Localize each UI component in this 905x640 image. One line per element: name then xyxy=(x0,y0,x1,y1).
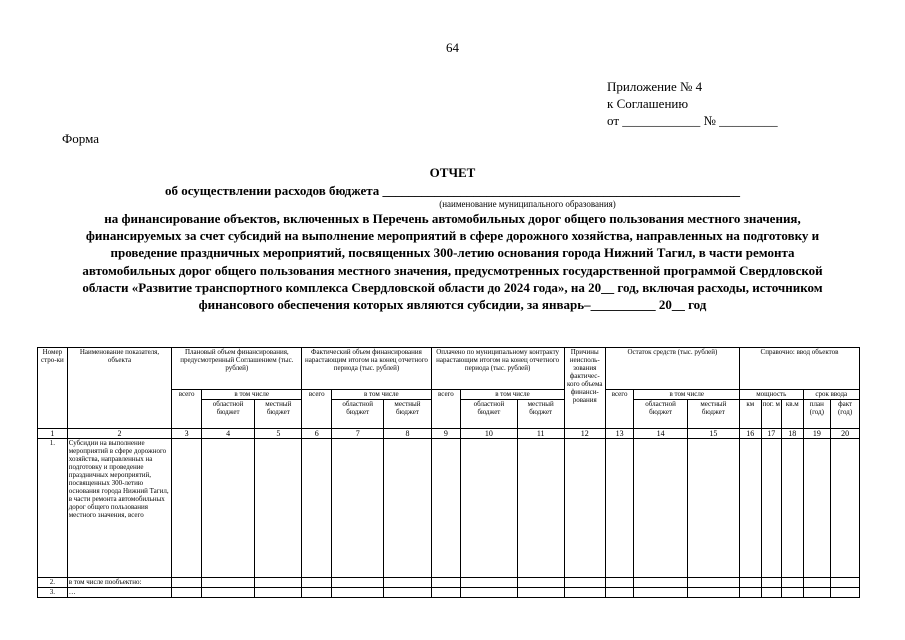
table-row xyxy=(38,588,860,598)
header-including: в том числе xyxy=(332,390,431,400)
header-km: км xyxy=(740,400,762,429)
page-number: 64 xyxy=(446,40,459,55)
column-number: 19 xyxy=(803,429,831,439)
header-total: всего xyxy=(605,390,634,429)
column-number: 12 xyxy=(564,429,605,439)
header-local-budget: местный бюджет xyxy=(255,400,302,429)
header-fact-year: факт (год) xyxy=(831,400,860,429)
municipality-hint: (наименование муниципального образования) xyxy=(439,199,616,209)
header-local-budget: местный бюджет xyxy=(687,400,739,429)
column-number: 16 xyxy=(740,429,762,439)
column-number: 20 xyxy=(831,429,860,439)
header-pog-m: пог. м xyxy=(761,400,781,429)
header-regional-budget: областной бюджет xyxy=(634,400,687,429)
header-regional-budget: областной бюджет xyxy=(332,400,384,429)
header-balance: Остаток средств (тыс. рублей) xyxy=(605,348,739,390)
appendix-line-3: от ____________ № _________ xyxy=(607,113,778,128)
report-title-body: на финансирование объектов, включенных в Перечень автомобильных дорог общего пользования местного значения, финансируемых за счет субсидий на выполнение мероприятий в сфере дорожного хозяйства, направленных на подготовку и проведение праздничных мероприятий, посвященных 300-летию основания города Нижний Тагил, в части ремонта автомобильных дорог общего пользования местного значения, предусмотренных государственной программой Свердловской области «Развитие транспортного комплекса Свердловской области до 2024 года», на 20__ год, включая расходы, источником финансового обеспечения которых являются субсидии, за январь–__________ 20__ год xyxy=(82,211,823,313)
appendix-block xyxy=(607,78,778,129)
header-regional-budget: областной бюджет xyxy=(201,400,254,429)
column-number-row xyxy=(38,429,860,439)
row-number: 2. xyxy=(38,578,68,588)
header-planned-volume: Плановый объем финансирования, предусмотренный Соглашением (тыс. рублей) xyxy=(172,348,302,390)
column-number: 8 xyxy=(384,429,431,439)
header-row-number: Номер стро-ки xyxy=(38,348,68,429)
header-plan-year: план (год) xyxy=(803,400,831,429)
column-number: 13 xyxy=(605,429,634,439)
header-reasons: Причины неисполь-зования фактичес-кого объема финанси-рования xyxy=(564,348,605,429)
column-number: 11 xyxy=(517,429,564,439)
row-name: в том числе пообъектно: xyxy=(67,578,172,588)
header-regional-budget: областной бюджет xyxy=(461,400,517,429)
table-header-row-1 xyxy=(38,348,860,390)
header-total: всего xyxy=(172,390,202,429)
header-total: всего xyxy=(302,390,332,429)
header-including: в том числе xyxy=(201,390,301,400)
form-label: Форма xyxy=(62,131,99,146)
header-capacity: мощность xyxy=(740,390,804,400)
row-number: 3. xyxy=(38,588,68,598)
header-including: в том числе xyxy=(461,390,565,400)
header-total: всего xyxy=(431,390,461,429)
column-number: 2 xyxy=(67,429,172,439)
column-number: 3 xyxy=(172,429,202,439)
report-title-line-2: об осуществлении расходов бюджета _______________________________________________________ xyxy=(164,183,741,198)
report-title: ОТЧЕТ xyxy=(429,165,476,180)
column-number: 10 xyxy=(461,429,517,439)
column-number: 5 xyxy=(255,429,302,439)
column-number: 7 xyxy=(332,429,384,439)
column-number: 18 xyxy=(782,429,804,439)
table-row xyxy=(38,578,860,588)
table-row xyxy=(38,439,860,578)
row-number: 1. xyxy=(38,439,68,578)
column-number: 15 xyxy=(687,429,739,439)
header-paid: Оплачено по муниципальному контракту нарастающим итогом на конец отчетного периода (тыс. рублей) xyxy=(431,348,564,390)
header-local-budget: местный бюджет xyxy=(384,400,431,429)
row-name: … xyxy=(67,588,172,598)
column-number: 1 xyxy=(38,429,68,439)
column-number: 6 xyxy=(302,429,332,439)
header-actual-volume: Фактический объем финансирования нарастающим итогом на конец отчетного периода (тыс. рублей) xyxy=(302,348,431,390)
report-table xyxy=(37,347,860,598)
column-number: 4 xyxy=(201,429,254,439)
header-including: в том числе xyxy=(634,390,740,400)
appendix-line-1: Приложение № 4 xyxy=(607,79,703,94)
row-name: Субсидии на выполнение мероприятий в сфере дорожного хозяйства, направленных на подготовку и проведение праздничных мероприятий, посвященных 300-летию основания города Нижний Тагил, в части ремонта автомобильных дорог общего пользования местного значения, всего xyxy=(67,439,172,578)
header-name: Наименование показателя, объекта xyxy=(67,348,172,429)
header-reference: Справочно: ввод объектов xyxy=(740,348,860,390)
header-local-budget: местный бюджет xyxy=(517,400,564,429)
header-term: срок ввода xyxy=(803,390,859,400)
header-sq-m: кв.м xyxy=(782,400,804,429)
column-number: 17 xyxy=(761,429,781,439)
column-number: 9 xyxy=(431,429,461,439)
appendix-line-2: к Соглашению xyxy=(607,96,689,111)
column-number: 14 xyxy=(634,429,687,439)
